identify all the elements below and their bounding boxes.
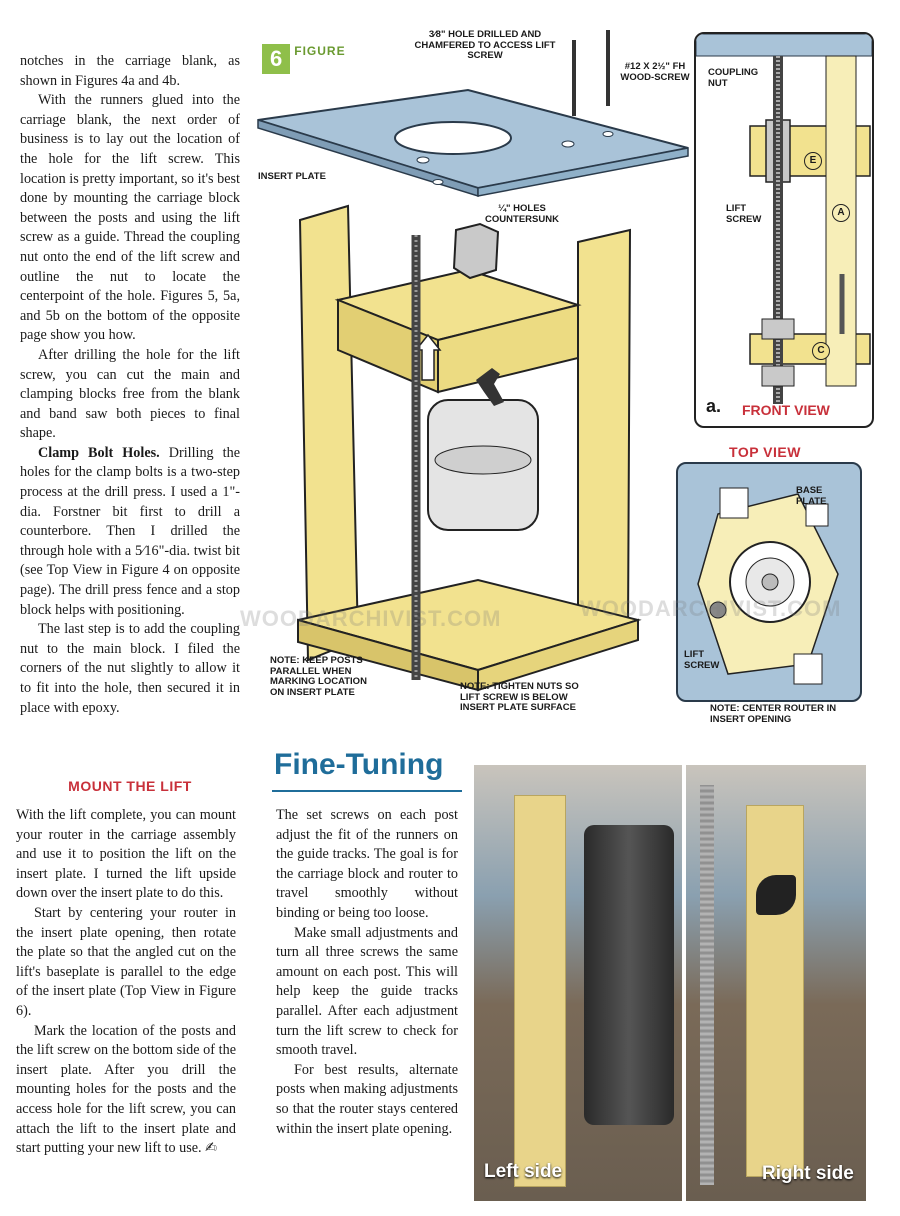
photo-left-side	[474, 765, 682, 1201]
fv-coupling-nut: COUPLING NUT	[708, 67, 759, 89]
left-text-column	[20, 52, 240, 718]
paragraph-cut-blocks: After drilling the hole for the lift screw, you can cut the main and clamping blocks free from the blank and band saw both pieces to final shape.	[20, 346, 240, 442]
end-mark-icon: ✍	[205, 1140, 218, 1157]
fine-tuning-rule	[272, 790, 462, 792]
front-view-drawing	[696, 34, 872, 426]
watermark-right: WOODARCHIVIST.COM	[580, 596, 842, 621]
top-view-panel	[676, 462, 862, 702]
paragraph-coupling-nut: The last step is to add the coupling nut to the main block. I filed the corners of the nut slightly to allow it to fit into the hole, then secured it in place with epoxy.	[20, 621, 240, 716]
fine-tuning-title: Fine-Tuning	[274, 748, 444, 781]
paragraph-small-adjustments: Make small adjustments and turn all three screws the same amount on each post. This will help keep the guide tracks parallel. After each adjustment turn the lift screw to check for smooth travel.	[276, 924, 458, 1059]
figure-word: FIGURE	[294, 44, 346, 58]
fv-part-e: E	[804, 152, 822, 170]
label-insert-plate: INSERT PLATE	[258, 171, 326, 182]
photo-left-router	[584, 825, 674, 1125]
fv-letter: a.	[706, 396, 722, 416]
watermark-left: WOODARCHIVIST.COM	[240, 606, 502, 631]
tv-note-center-router: NOTE: CENTER ROUTER IN INSERT OPENING	[710, 703, 837, 725]
caption-left-side: Left side	[484, 1161, 563, 1182]
photo-right-side	[686, 765, 866, 1201]
top-view-title: TOP VIEW	[729, 444, 801, 460]
label-hole-drilled: 3⁄8" HOLE DRILLED AND CHAMFERED TO ACCESS LIFT SCREW	[414, 29, 556, 61]
fv-part-c: C	[812, 342, 830, 360]
paragraph-lift-screw-hole: With the runners glued into the carriage blank, the next order of business is to lay out the location of the hole for the lift screw. This location is pretty important, so it's best done by mounting the carriage block between the posts and using the lift screw as a guide. Thread the coupling nut onto the end of the lift screw and outline the nut to locate the centerpoint of the hole. Figures 5, 5a, and 5b on the bottom of the opposite page show you how.	[20, 92, 240, 344]
knob-icon	[756, 875, 796, 915]
paragraph-mark-posts: Mark the location of the posts and the lift screw on the bottom side of the insert plate. After you drill the mounting holes for the posts and the access hole for the lift screw, you can attach the lift to the insert plate and start putting your new lift to use. ✍	[16, 1022, 236, 1157]
photo-left-post	[514, 795, 566, 1187]
note-keep-posts-parallel: NOTE: KEEP POSTS PARALLEL WHEN MARKING LOCATION ON INSERT PLATE	[270, 655, 367, 698]
clamp-bolt-holes-runin: Clamp Bolt Holes.	[38, 444, 160, 461]
fv-part-a: A	[832, 204, 850, 222]
label-wood-screw: #12 X 2½" FH WOOD-SCREW	[620, 61, 690, 83]
mount-lift-heading: MOUNT THE LIFT	[68, 778, 192, 794]
note-tighten-nuts: NOTE: TIGHTEN NUTS SO LIFT SCREW IS BELOW INSERT PLATE SURFACE	[460, 681, 579, 713]
tv-base-plate: BASE PLATE	[796, 485, 827, 507]
fv-lift-screw: LIFT SCREW	[726, 203, 762, 225]
photo-right-post	[746, 805, 804, 1177]
fine-tuning-column	[276, 806, 458, 1139]
fv-title: FRONT VIEW	[742, 402, 830, 418]
paragraph-center-router: Start by centering your router in the insert plate opening, then rotate the plate so that the angled cut on the lift's baseplate is parallel to the edge of the insert plate (Top View in Figure 6).	[16, 904, 236, 1019]
paragraph-set-screws: The set screws on each post adjust the fit of the runners on the guide tracks. The goal is for the carriage block and router to travel smoothly without binding or being too loose.	[276, 807, 458, 921]
label-holes-countersunk: ¼" HOLES COUNTERSUNK	[485, 203, 559, 225]
figure-number: 6	[262, 44, 290, 74]
paragraph-best-results: For best results, alternate posts when making adjustments so that the router stays centered within the insert plate opening.	[276, 1061, 458, 1137]
paragraph-mount-router: With the lift complete, you can mount your router in the carriage assembly and use it to position the lift on the insert plate. I turned the lift upside down over the insert plate to do this.	[16, 807, 236, 902]
tv-lift-screw: LIFT SCREW	[684, 649, 720, 671]
paragraph-clamp-bolt-holes: Clamp Bolt Holes. Drilling the holes for the clamp bolts is a two-step process at the drill press. I used a 1"-dia. Forstner bit first to drill a counterbore. Then I drilled the through hole with a 5⁄16"-dia. twist bit (see Top View in Figure 4 on opposite page). The drill press fence and a stop block helps with positioning.	[20, 444, 240, 618]
front-view-panel	[694, 32, 874, 428]
paragraph-continued: notches in the carriage blank, as shown in Figures 4a and 4b.	[20, 53, 240, 89]
photo-right-screw	[700, 785, 714, 1185]
mount-lift-column	[16, 806, 236, 1159]
caption-right-side: Right side	[762, 1163, 854, 1184]
